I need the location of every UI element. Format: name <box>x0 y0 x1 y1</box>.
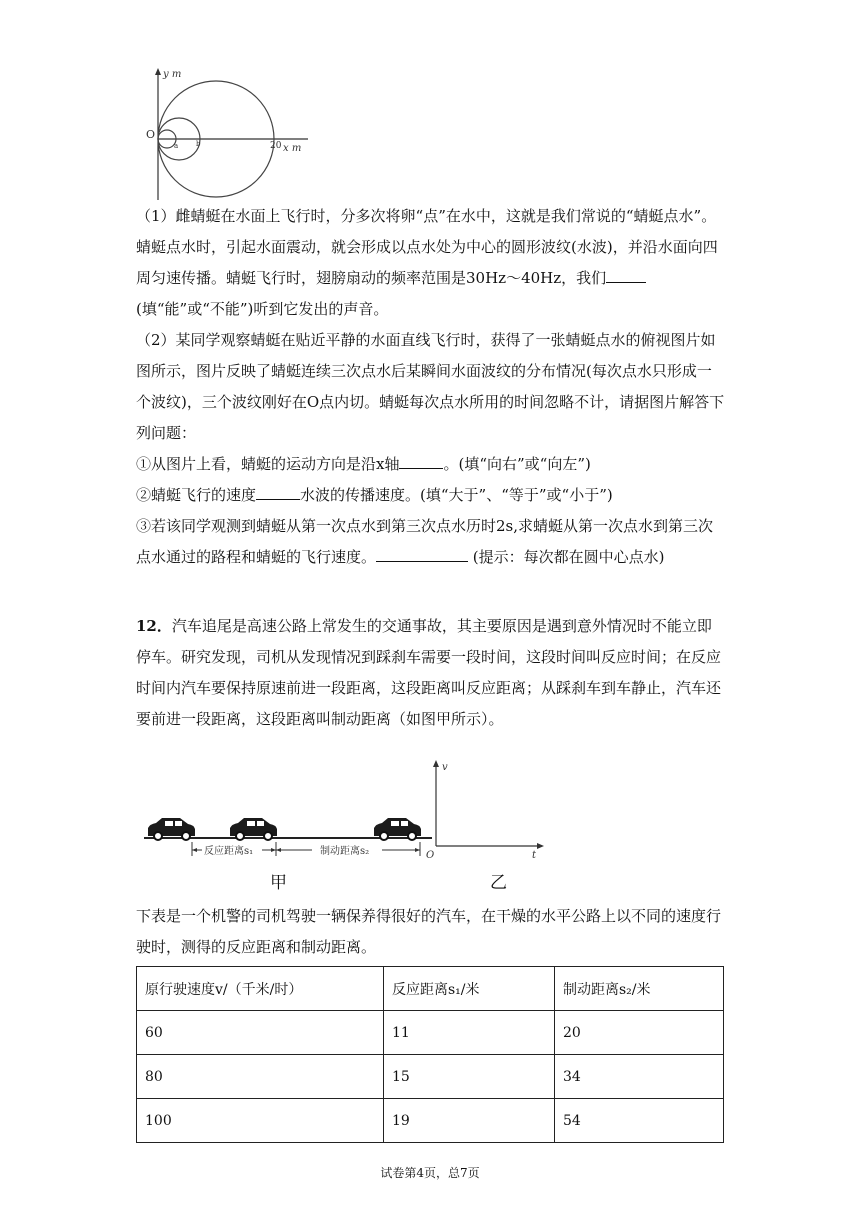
table-row <box>137 1055 724 1099</box>
table-header-row <box>137 967 724 1011</box>
answer-blank-1[interactable] <box>606 268 646 283</box>
table-row <box>137 1011 724 1055</box>
q12-intro: 12．汽车追尾是高速公路上常发生的交通事故，其主要原因是遇到意外情况时不能立即停车。研究发现，司机从发现情况到踩刹车需要一段时间，这段时间叫反应时间；在反应时间内汽车要保持原速前进一段距离，这段距离叫反应距离；从踩刹车到车静止，汽车还要前进一段距离，这段距离叫制动距离（如图甲所示）。 <box>136 617 722 728</box>
answer-blank-2[interactable] <box>399 454 443 469</box>
reaction-distance-label: 反应距离s₁ <box>204 846 254 857</box>
header-speed: 原行驶速度v/（千米/时） <box>137 967 384 1011</box>
cell-braking: 34 <box>555 1055 724 1099</box>
car-icon-stopped <box>374 818 421 840</box>
q11-sub1: ①从图片上看，蜻蜓的运动方向是沿x轴 。(填“向右”或“向左”) <box>136 455 591 473</box>
figure-jia-label: 甲 <box>270 873 287 893</box>
point-b-label: b <box>196 140 201 148</box>
cell-reaction: 19 <box>384 1099 555 1143</box>
header-braking: 制动距离s₂/米 <box>555 967 724 1011</box>
q11-text <box>136 201 726 573</box>
q12-text <box>136 611 726 735</box>
cell-braking: 54 <box>555 1099 724 1143</box>
t-axis-label: t <box>532 850 537 861</box>
answer-blank-3[interactable] <box>256 485 300 500</box>
car-icon-brake-start <box>230 818 277 840</box>
page-footer: 试卷第4页，总7页 <box>380 1166 480 1180</box>
q11-part2: （2）某同学观察蜻蜓在贴近平静的水面直线飞行时，获得了一张蜻蜓点水的俯视图片如图所示，图片反映了蜻蜓连续三次点水后某瞬间水面波纹的分布情况(每次点水只形成一个波纹)，三个波纹刚好在O点内切。蜻蜓每次点水所用的时间忽略不计，请据图片解答下列问题： <box>136 331 725 442</box>
figure-yi-label: 乙 <box>490 873 507 893</box>
car-icon-start <box>148 818 195 840</box>
table-row <box>137 1099 724 1143</box>
ripple-diagram <box>138 66 318 204</box>
car-braking-diagram <box>144 808 434 858</box>
x-axis-label: x m <box>283 143 302 154</box>
q11-sub3: ③若该同学观测到蜻蜓从第一次点水到第三次点水历时2s,求蜻蜓从第一次点水到第三次点水通过的路程和蜻蜓的飞行速度。 (提示：每次都在圆中心点水) <box>136 517 714 566</box>
cell-braking: 20 <box>555 1011 724 1055</box>
cell-speed: 100 <box>137 1099 384 1143</box>
cell-reaction: 15 <box>384 1055 555 1099</box>
cell-speed: 60 <box>137 1011 384 1055</box>
vt-graph <box>424 758 550 862</box>
cell-reaction: 11 <box>384 1011 555 1055</box>
header-reaction: 反应距离s₁/米 <box>384 967 555 1011</box>
point-a-label: a <box>174 142 179 150</box>
distance-table <box>136 966 724 1143</box>
y-axis-label: y m <box>163 69 182 80</box>
tick-20-label: 20 <box>270 141 282 151</box>
braking-distance-label: 制动距离s₂ <box>320 846 370 857</box>
v-axis-label: v <box>442 762 448 773</box>
q11-sub2: ②蜻蜓飞行的速度 水波的传播速度。(填“大于”、“等于”或“小于”) <box>136 486 613 504</box>
cell-speed: 80 <box>137 1055 384 1099</box>
origin-label: O <box>146 128 156 141</box>
graph-origin-label: O <box>426 850 435 861</box>
q11-part1: （1）雌蜻蜓在水面上飞行时，分多次将卵“点”在水中，这就是我们常说的“蜻蜓点水”。蜻蜓点水时，引起水面震动，就会形成以点水处为中心的圆形波纹(水波)，并沿水面向四周匀速传播。蜻蜓飞行时，翅膀扇动的频率范围是30Hz～40Hz，我们(填“能”或“不能”)听到它发出的声音。 <box>136 207 718 318</box>
answer-blank-4[interactable] <box>376 547 468 562</box>
table-intro: 下表是一个机警的司机驾驶一辆保养得很好的汽车，在干燥的水平公路上以不同的速度行驶时，测得的反应距离和制动距离。 <box>136 907 722 956</box>
